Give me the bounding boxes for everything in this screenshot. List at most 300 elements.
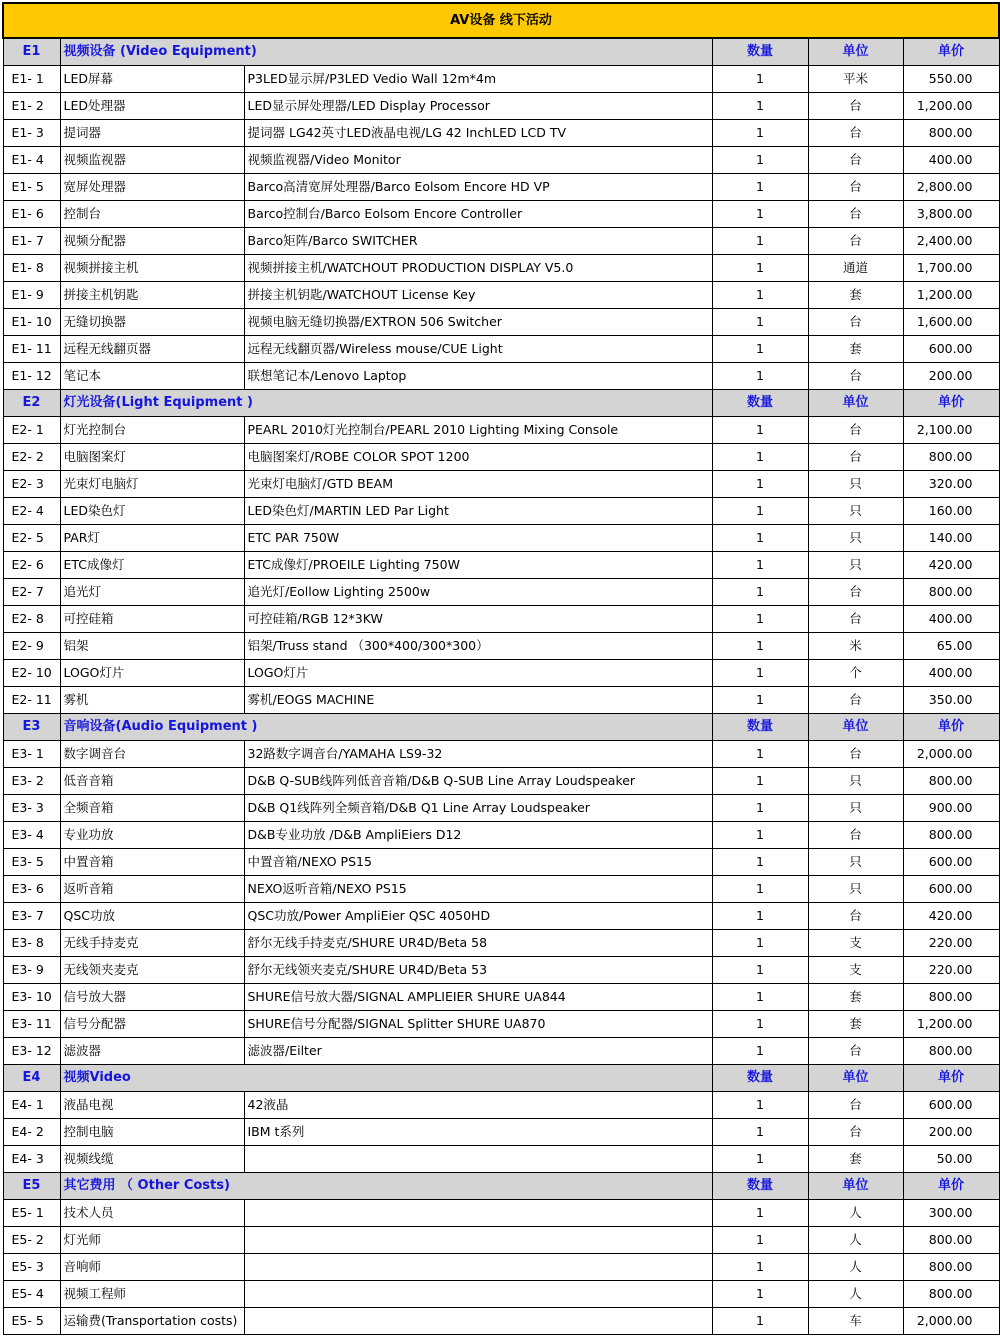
- item-quantity: 1: [712, 525, 808, 552]
- price-header: 单价: [903, 1173, 999, 1200]
- item-price: 140.00: [903, 525, 999, 552]
- item-description: 联想笔记本/Lenovo Laptop: [244, 363, 712, 390]
- item-price: 220.00: [903, 930, 999, 957]
- item-description: 中置音箱/NEXO PS15: [244, 849, 712, 876]
- qty-header: 数量: [712, 1173, 808, 1200]
- item-code: E1- 8: [3, 255, 60, 282]
- table-row: [3, 201, 999, 228]
- item-price: 800.00: [903, 1038, 999, 1065]
- item-code: E2- 2: [3, 444, 60, 471]
- table-row: [3, 309, 999, 336]
- item-quantity: 1: [712, 174, 808, 201]
- item-price: 600.00: [903, 336, 999, 363]
- item-name: 视频拼接主机: [60, 255, 244, 282]
- item-price: 200.00: [903, 363, 999, 390]
- item-name: 无线手持麦克: [60, 930, 244, 957]
- item-description: D&B Q1线阵列全频音箱/D&B Q1 Line Array Loudspeaker: [244, 795, 712, 822]
- table-row: [3, 1038, 999, 1065]
- item-name: LOGO灯片: [60, 660, 244, 687]
- item-description: [244, 1227, 712, 1254]
- item-price: 800.00: [903, 822, 999, 849]
- item-description: [244, 1308, 712, 1335]
- item-description: 电脑图案灯/ROBE COLOR SPOT 1200: [244, 444, 712, 471]
- item-quantity: 1: [712, 282, 808, 309]
- item-unit: 套: [808, 336, 903, 363]
- item-unit: 套: [808, 984, 903, 1011]
- item-description: PEARL 2010灯光控制台/PEARL 2010 Lighting Mixing Console: [244, 417, 712, 444]
- item-name: ETC成像灯: [60, 552, 244, 579]
- item-code: E3- 1: [3, 741, 60, 768]
- item-quantity: 1: [712, 1092, 808, 1119]
- item-quantity: 1: [712, 1038, 808, 1065]
- item-quantity: 1: [712, 255, 808, 282]
- table-row: [3, 1146, 999, 1173]
- item-name: 无线领夹麦克: [60, 957, 244, 984]
- item-unit: 台: [808, 1119, 903, 1146]
- item-unit: 只: [808, 552, 903, 579]
- table-row: [3, 255, 999, 282]
- item-unit: 台: [808, 201, 903, 228]
- item-unit: 套: [808, 1011, 903, 1038]
- item-price: 2,100.00: [903, 417, 999, 444]
- item-quantity: 1: [712, 1281, 808, 1308]
- item-name: 光束灯电脑灯: [60, 471, 244, 498]
- section-title: 音响设备(Audio Equipment ): [60, 714, 712, 741]
- item-price: 800.00: [903, 768, 999, 795]
- item-description: 视频拼接主机/WATCHOUT PRODUCTION DISPLAY V5.0: [244, 255, 712, 282]
- item-code: E1- 3: [3, 120, 60, 147]
- item-unit: 支: [808, 957, 903, 984]
- item-code: E2- 11: [3, 687, 60, 714]
- item-unit: 只: [808, 849, 903, 876]
- item-code: E5- 2: [3, 1227, 60, 1254]
- item-price: 3,800.00: [903, 201, 999, 228]
- item-unit: 台: [808, 174, 903, 201]
- item-description: 铝架/Truss stand （300*400/300*300）: [244, 633, 712, 660]
- item-description: NEXO返听音箱/NEXO PS15: [244, 876, 712, 903]
- item-code: E3- 7: [3, 903, 60, 930]
- table-row: [3, 552, 999, 579]
- item-name: 运输费(Transportation costs): [60, 1308, 244, 1335]
- item-name: 电脑图案灯: [60, 444, 244, 471]
- item-description: LED显示屏处理器/LED Display Processor: [244, 93, 712, 120]
- table-row: [3, 795, 999, 822]
- item-quantity: 1: [712, 849, 808, 876]
- item-unit: 支: [808, 930, 903, 957]
- table-row: [3, 1092, 999, 1119]
- item-description: LOGO灯片: [244, 660, 712, 687]
- item-quantity: 1: [712, 417, 808, 444]
- item-unit: 台: [808, 228, 903, 255]
- item-code: E1- 11: [3, 336, 60, 363]
- item-name: LED处理器: [60, 93, 244, 120]
- unit-header: 单位: [808, 1173, 903, 1200]
- item-description: 视频监视器/Video Monitor: [244, 147, 712, 174]
- table-row: [3, 1308, 999, 1335]
- item-quantity: 1: [712, 228, 808, 255]
- item-unit: 套: [808, 1146, 903, 1173]
- price-header: 单价: [903, 38, 999, 66]
- item-description: P3LED显示屏/P3LED Vedio Wall 12m*4m: [244, 66, 712, 93]
- table-row: [3, 147, 999, 174]
- item-quantity: 1: [712, 1254, 808, 1281]
- section-id: E3: [3, 714, 60, 741]
- item-code: E1- 6: [3, 201, 60, 228]
- item-quantity: 1: [712, 309, 808, 336]
- item-description: SHURE信号放大器/SIGNAL AMPLIEIER SHURE UA844: [244, 984, 712, 1011]
- item-description: 滤波器/Eilter: [244, 1038, 712, 1065]
- item-unit: 人: [808, 1227, 903, 1254]
- table-row: [3, 984, 999, 1011]
- table-row: [3, 417, 999, 444]
- item-code: E3- 3: [3, 795, 60, 822]
- item-unit: 套: [808, 282, 903, 309]
- item-price: 50.00: [903, 1146, 999, 1173]
- table-row: [3, 471, 999, 498]
- section-title: 灯光设备(Light Equipment ): [60, 390, 712, 417]
- item-unit: 台: [808, 417, 903, 444]
- item-price: 1,200.00: [903, 1011, 999, 1038]
- item-price: 1,600.00: [903, 309, 999, 336]
- item-code: E3- 12: [3, 1038, 60, 1065]
- title-row: [3, 3, 999, 38]
- table-row: [3, 174, 999, 201]
- item-unit: 台: [808, 120, 903, 147]
- item-description: 远程无线翻页器/Wireless mouse/CUE Light: [244, 336, 712, 363]
- item-unit: 台: [808, 822, 903, 849]
- table-row: [3, 579, 999, 606]
- item-quantity: 1: [712, 687, 808, 714]
- table-row: [3, 822, 999, 849]
- item-description: 拼接主机钥匙/WATCHOUT License Key: [244, 282, 712, 309]
- section-title: 其它费用 （ Other Costs): [60, 1173, 712, 1200]
- item-price: 65.00: [903, 633, 999, 660]
- item-description: 32路数字调音台/YAMAHA LS9-32: [244, 741, 712, 768]
- item-price: 900.00: [903, 795, 999, 822]
- item-code: E2- 3: [3, 471, 60, 498]
- section-header-e5: [3, 1173, 999, 1200]
- table-row: [3, 1200, 999, 1227]
- item-price: 300.00: [903, 1200, 999, 1227]
- item-quantity: 1: [712, 984, 808, 1011]
- item-quantity: 1: [712, 903, 808, 930]
- qty-header: 数量: [712, 714, 808, 741]
- item-name: 返听音箱: [60, 876, 244, 903]
- table-row: [3, 930, 999, 957]
- item-description: QSC功放/Power AmpliEier QSC 4050HD: [244, 903, 712, 930]
- item-code: E2- 6: [3, 552, 60, 579]
- section-id: E5: [3, 1173, 60, 1200]
- item-description: [244, 1200, 712, 1227]
- item-name: 全频音箱: [60, 795, 244, 822]
- item-price: 420.00: [903, 903, 999, 930]
- item-code: E2- 8: [3, 606, 60, 633]
- item-code: E1- 12: [3, 363, 60, 390]
- item-name: 信号分配器: [60, 1011, 244, 1038]
- unit-header: 单位: [808, 714, 903, 741]
- item-unit: 只: [808, 876, 903, 903]
- item-description: ETC PAR 750W: [244, 525, 712, 552]
- item-description: LED染色灯/MARTIN LED Par Light: [244, 498, 712, 525]
- item-quantity: 1: [712, 930, 808, 957]
- item-quantity: 1: [712, 552, 808, 579]
- item-unit: 通道: [808, 255, 903, 282]
- qty-header: 数量: [712, 38, 808, 66]
- item-unit: 台: [808, 903, 903, 930]
- item-name: 无缝切换器: [60, 309, 244, 336]
- item-unit: 车: [808, 1308, 903, 1335]
- section-id: E4: [3, 1065, 60, 1092]
- item-quantity: 1: [712, 93, 808, 120]
- item-quantity: 1: [712, 633, 808, 660]
- item-unit: 台: [808, 363, 903, 390]
- item-quantity: 1: [712, 471, 808, 498]
- equipment-table: [2, 2, 1000, 1335]
- table-row: [3, 741, 999, 768]
- price-sheet: [2, 2, 998, 1335]
- item-price: 600.00: [903, 849, 999, 876]
- table-row: [3, 1119, 999, 1146]
- item-name: 远程无线翻页器: [60, 336, 244, 363]
- table-row: [3, 336, 999, 363]
- item-description: 视频电脑无缝切换器/EXTRON 506 Switcher: [244, 309, 712, 336]
- item-quantity: 1: [712, 201, 808, 228]
- item-quantity: 1: [712, 579, 808, 606]
- item-name: LED屏幕: [60, 66, 244, 93]
- item-name: 可控硅箱: [60, 606, 244, 633]
- item-name: 提词器: [60, 120, 244, 147]
- item-price: 2,800.00: [903, 174, 999, 201]
- item-description: 雾机/EOGS MACHINE: [244, 687, 712, 714]
- item-name: 液晶电视: [60, 1092, 244, 1119]
- item-code: E4- 3: [3, 1146, 60, 1173]
- table-row: [3, 957, 999, 984]
- qty-header: 数量: [712, 390, 808, 417]
- item-code: E1- 4: [3, 147, 60, 174]
- item-unit: 台: [808, 147, 903, 174]
- item-name: LED染色灯: [60, 498, 244, 525]
- item-code: E3- 11: [3, 1011, 60, 1038]
- item-name: 视频线缆: [60, 1146, 244, 1173]
- section-id: E1: [3, 38, 60, 66]
- item-quantity: 1: [712, 444, 808, 471]
- item-unit: 人: [808, 1254, 903, 1281]
- item-code: E3- 9: [3, 957, 60, 984]
- item-price: 1,200.00: [903, 282, 999, 309]
- section-header-e3: [3, 714, 999, 741]
- section-title: 视频设备 (Video Equipment): [60, 38, 712, 66]
- item-unit: 台: [808, 444, 903, 471]
- table-row: [3, 606, 999, 633]
- unit-header: 单位: [808, 38, 903, 66]
- item-code: E2- 7: [3, 579, 60, 606]
- sheet-title: AV设备 线下活动: [3, 3, 999, 38]
- item-quantity: 1: [712, 1011, 808, 1038]
- item-price: 800.00: [903, 579, 999, 606]
- item-price: 550.00: [903, 66, 999, 93]
- item-unit: 只: [808, 471, 903, 498]
- table-row: [3, 660, 999, 687]
- item-price: 800.00: [903, 444, 999, 471]
- item-price: 400.00: [903, 606, 999, 633]
- section-title: 视频Video: [60, 1065, 712, 1092]
- item-description: 光束灯电脑灯/GTD BEAM: [244, 471, 712, 498]
- item-name: PAR灯: [60, 525, 244, 552]
- item-description: Barco控制台/Barco Eolsom Encore Controller: [244, 201, 712, 228]
- item-quantity: 1: [712, 1146, 808, 1173]
- item-code: E3- 8: [3, 930, 60, 957]
- section-header-e4: [3, 1065, 999, 1092]
- table-row: [3, 633, 999, 660]
- item-code: E2- 9: [3, 633, 60, 660]
- item-quantity: 1: [712, 66, 808, 93]
- item-quantity: 1: [712, 768, 808, 795]
- item-code: E3- 2: [3, 768, 60, 795]
- item-name: 视频工程师: [60, 1281, 244, 1308]
- item-quantity: 1: [712, 1200, 808, 1227]
- item-name: QSC功放: [60, 903, 244, 930]
- item-price: 220.00: [903, 957, 999, 984]
- item-description: ETC成像灯/PROEILE Lighting 750W: [244, 552, 712, 579]
- item-description: [244, 1281, 712, 1308]
- table-row: [3, 903, 999, 930]
- item-code: E1- 10: [3, 309, 60, 336]
- table-row: [3, 498, 999, 525]
- item-quantity: 1: [712, 876, 808, 903]
- price-header: 单价: [903, 390, 999, 417]
- item-price: 420.00: [903, 552, 999, 579]
- item-unit: 只: [808, 795, 903, 822]
- item-quantity: 1: [712, 1119, 808, 1146]
- item-price: 2,000.00: [903, 741, 999, 768]
- item-code: E1- 2: [3, 93, 60, 120]
- item-code: E2- 5: [3, 525, 60, 552]
- item-code: E3- 4: [3, 822, 60, 849]
- item-code: E2- 10: [3, 660, 60, 687]
- item-price: 800.00: [903, 1281, 999, 1308]
- item-code: E5- 3: [3, 1254, 60, 1281]
- item-quantity: 1: [712, 147, 808, 174]
- section-header-e1: [3, 38, 999, 66]
- table-row: [3, 525, 999, 552]
- item-unit: 台: [808, 93, 903, 120]
- item-name: 中置音箱: [60, 849, 244, 876]
- item-name: 灯光师: [60, 1227, 244, 1254]
- item-code: E3- 5: [3, 849, 60, 876]
- item-unit: 台: [808, 579, 903, 606]
- item-name: 控制电脑: [60, 1119, 244, 1146]
- price-header: 单价: [903, 714, 999, 741]
- item-description: D&B Q-SUB线阵列低音音箱/D&B Q-SUB Line Array Loudspeaker: [244, 768, 712, 795]
- item-price: 160.00: [903, 498, 999, 525]
- item-code: E5- 5: [3, 1308, 60, 1335]
- item-unit: 台: [808, 741, 903, 768]
- table-row: [3, 120, 999, 147]
- table-row: [3, 1281, 999, 1308]
- item-name: 笔记本: [60, 363, 244, 390]
- item-name: 控制台: [60, 201, 244, 228]
- item-description: 舒尔无线手持麦克/SHURE UR4D/Beta 58: [244, 930, 712, 957]
- item-price: 200.00: [903, 1119, 999, 1146]
- item-unit: 人: [808, 1281, 903, 1308]
- table-row: [3, 849, 999, 876]
- item-code: E1- 5: [3, 174, 60, 201]
- item-quantity: 1: [712, 1227, 808, 1254]
- item-description: [244, 1254, 712, 1281]
- item-name: 低音音箱: [60, 768, 244, 795]
- item-code: E2- 4: [3, 498, 60, 525]
- item-name: 宽屏处理器: [60, 174, 244, 201]
- item-name: 专业功放: [60, 822, 244, 849]
- item-name: 雾机: [60, 687, 244, 714]
- item-price: 2,000.00: [903, 1308, 999, 1335]
- table-row: [3, 876, 999, 903]
- item-code: E1- 9: [3, 282, 60, 309]
- item-description: IBM t系列: [244, 1119, 712, 1146]
- item-quantity: 1: [712, 498, 808, 525]
- table-row: [3, 1011, 999, 1038]
- item-name: 数字调音台: [60, 741, 244, 768]
- item-name: 灯光控制台: [60, 417, 244, 444]
- item-quantity: 1: [712, 660, 808, 687]
- item-quantity: 1: [712, 741, 808, 768]
- table-row: [3, 93, 999, 120]
- item-unit: 米: [808, 633, 903, 660]
- item-quantity: 1: [712, 822, 808, 849]
- item-code: E3- 10: [3, 984, 60, 1011]
- item-code: E3- 6: [3, 876, 60, 903]
- table-row: [3, 1254, 999, 1281]
- item-price: 800.00: [903, 120, 999, 147]
- item-unit: 只: [808, 525, 903, 552]
- table-row: [3, 66, 999, 93]
- item-description: 42液晶: [244, 1092, 712, 1119]
- table-row: [3, 687, 999, 714]
- item-price: 800.00: [903, 1254, 999, 1281]
- item-description: 舒尔无线领夹麦克/SHURE UR4D/Beta 53: [244, 957, 712, 984]
- item-description: SHURE信号分配器/SIGNAL Splitter SHURE UA870: [244, 1011, 712, 1038]
- item-unit: 台: [808, 309, 903, 336]
- item-quantity: 1: [712, 1308, 808, 1335]
- qty-header: 数量: [712, 1065, 808, 1092]
- item-unit: 平米: [808, 66, 903, 93]
- item-name: 追光灯: [60, 579, 244, 606]
- item-description: Barco矩阵/Barco SWITCHER: [244, 228, 712, 255]
- item-price: 1,700.00: [903, 255, 999, 282]
- item-description: [244, 1146, 712, 1173]
- table-row: [3, 363, 999, 390]
- item-quantity: 1: [712, 336, 808, 363]
- item-name: 铝架: [60, 633, 244, 660]
- item-quantity: 1: [712, 606, 808, 633]
- section-id: E2: [3, 390, 60, 417]
- section-header-e2: [3, 390, 999, 417]
- table-row: [3, 444, 999, 471]
- item-name: 信号放大器: [60, 984, 244, 1011]
- item-code: E4- 2: [3, 1119, 60, 1146]
- item-code: E5- 1: [3, 1200, 60, 1227]
- item-unit: 只: [808, 498, 903, 525]
- item-name: 视频分配器: [60, 228, 244, 255]
- item-name: 技术人员: [60, 1200, 244, 1227]
- item-unit: 个: [808, 660, 903, 687]
- item-description: 提词器 LG42英寸LED液晶电视/LG 42 InchLED LCD TV: [244, 120, 712, 147]
- item-description: 可控硅箱/RGB 12*3KW: [244, 606, 712, 633]
- unit-header: 单位: [808, 1065, 903, 1092]
- table-row: [3, 228, 999, 255]
- item-price: 350.00: [903, 687, 999, 714]
- price-header: 单价: [903, 1065, 999, 1092]
